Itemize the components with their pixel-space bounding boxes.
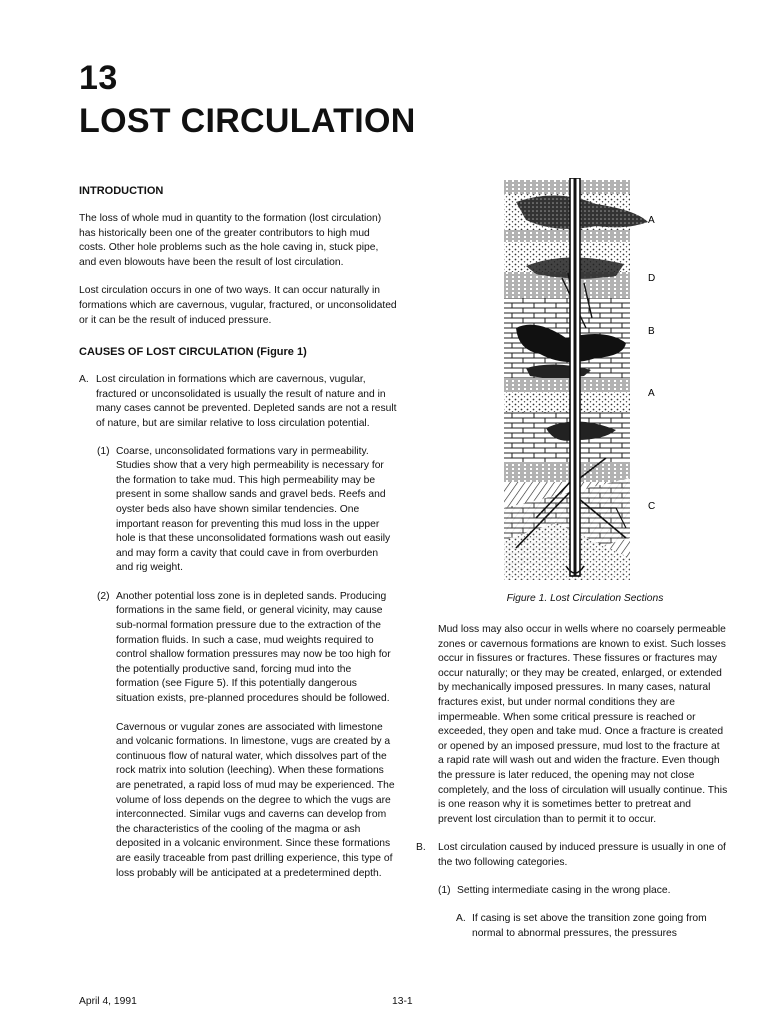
figure-label-c: C: [648, 501, 656, 512]
figure-label-d: D: [648, 273, 656, 284]
right-column: [416, 623, 728, 955]
figure-lost-circulation-sections: [496, 178, 664, 583]
cause-a-sub-1: [97, 445, 397, 576]
cause-b-text: Lost circulation caused by induced pressure is usually in one of the two following categories.: [438, 842, 726, 868]
figure-label-a-top: A: [648, 215, 655, 226]
figure-label-a-lower: A: [648, 388, 655, 399]
cause-a-text: Lost circulation in formations which are cavernous, vugular, fractured or unconsolidated is usually the result of nature and in many cases cannot be prevented. Depleted sands are not a result of nature, but are similar relative to loss circulation potential.: [96, 374, 397, 429]
cause-b-item: [416, 841, 728, 870]
mud-loss-paragraph: Mud loss may also occur in wells where no coarsely permeable zones or cavernous formations are known to exist. Such losses occur in fissures or fractures. These fissures or fractures may occur naturally; or they may be created, enlarged, or extended by mechanically imposed pressures. In many cases, natural fractures exist, but under normal conditions they are impermeable. When some critical pressure is reached or exceeded, they open and take mud. Once a fracture is created or opened by an imposed pressure, mud lost to the fracture at a rapid rate will wash out and widen the fracture. Even though the pressure is later reduced, the opening may not close completely, and the loss of circulation will usually continue. This is one reason why it is sometimes better to pretreat and prevent lost circulation than to permit it to occur.: [438, 624, 728, 825]
cavernous-paragraph-wrap: [97, 721, 397, 882]
introduction-heading: INTRODUCTION: [79, 185, 164, 197]
left-column: [79, 185, 397, 895]
cause-a-sub-2: [97, 590, 397, 707]
cause-b-sub-a: [456, 912, 728, 941]
cause-a-sub-2-text: Another potential loss zone is in depleted sands. Producing formations in the same field, or general vicinity, may cause sub-normal formation pressure due to the extraction of the formation fluids. In such a case, mud weights required to control shallow formation pressures may now be too high for the potentially productive sand, forcing mud into the formation (see Figure 5). If this potentially dangerous situation exists, pre-planned procedures should be followed.: [116, 590, 391, 705]
cause-a-label: A.: [79, 374, 89, 386]
cause-b-sub-a-label: A.: [456, 913, 466, 925]
cause-a-sub-2-label: (2): [97, 590, 110, 602]
footer-date: April 4, 1991: [79, 996, 137, 1007]
intro-paragraph-1: The loss of whole mud in quantity to the formation (lost circulation) has historically been one of the greater contributors to high mud costs. Other hole problems such as the hole caving in, stuck pipe, and even blowouts have been the result of lost circulation.: [79, 213, 382, 268]
causes-heading: CAUSES OF LOST CIRCULATION (Figure 1): [79, 346, 307, 359]
cause-a-item: [79, 373, 397, 431]
figure-label-b: B: [648, 326, 655, 337]
intro-paragraph-2: Lost circulation occurs in one of two ways. It can occur naturally in formations which are cavernous, vugular, fractured, or unconsolidated or it can be the result of induced pressure.: [79, 285, 397, 326]
footer-page-number: 13-1: [392, 996, 413, 1007]
cause-b-label: B.: [416, 842, 426, 854]
cause-a-sub-1-text: Coarse, unconsolidated formations vary in permeability. Studies show that a very high permeability is necessary for the formation to take mud. This high permeability may be present in some shallow sands and gravel beds. Reefs and oyster beds also have shown similar tendencies. One important reason for preventing this mud loss in the upper hole is that these unconsolidated formations wash out easily and may form a cavity that could cave in from overburden and rig weight.: [116, 445, 391, 574]
cause-b-sub-1-text: Setting intermediate casing in the wrong place.: [457, 884, 671, 896]
figure-illustration: [496, 178, 664, 583]
cavernous-paragraph: Cavernous or vugular zones are associated with limestone and volcanic formations. In limestone, vugs are created by a continuous flow of natural water, which dissolves part of the rock matrix into solution (leeching). When these formations are penetrated, a rapid loss of mud may be experienced. The volume of loss depends on the degree to which the vugs are interconnected. Similar vugs and caverns can develop from the characteristics of the cooling of the magma or ash deposited in a volcanic environment. Since these formations are easily traceable from past drilling experience, this type of loss probably will be anticipated at a predetermined depth.: [116, 721, 395, 879]
cause-a-sub-1-label: (1): [97, 445, 110, 457]
cause-b-sub-1-label: (1): [438, 884, 451, 896]
chapter-number: 13: [79, 59, 118, 97]
figure-caption: Figure 1. Lost Circulation Sections: [506, 593, 664, 604]
cause-b-sub-1: [438, 884, 728, 899]
chapter-title: LOST CIRCULATION: [79, 102, 416, 140]
cause-b-sub-a-text: If casing is set above the transition zone going from normal to abnormal pressures, the pressures: [472, 913, 707, 939]
